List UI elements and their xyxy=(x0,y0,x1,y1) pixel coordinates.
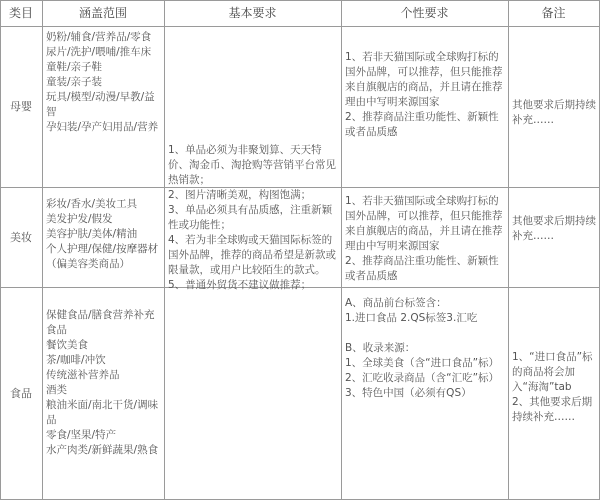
header-category: 类目 xyxy=(8,6,33,20)
personal-requirements-cell: 1、若非天猫国际或全球购打标的国外品牌，可以推荐，但只能推荐来自旗舰店的商品，并且请在推荐理由中写明来源国家 2、推荐商品注重功能性、新颖性或者品质感 xyxy=(345,51,503,138)
scope-cell: 彩妆/香水/美妆工具 美发护发/假发 美容护肤/美体/精油 个人护理/保健/按摩器材（偏美容类商品） xyxy=(46,198,159,270)
personal-requirements-cell: A、商品前台标签含： 1.进口食品 2.QS标签3.汇吃 B、收录来源： 1、全球美食（含“进口食品”标） 2、汇吃收录商品（含“汇吃”标） 3、特色中国（必须有QS） xyxy=(345,297,500,399)
personal-requirements-cell: 1、若非天猫国际或全球购打标的国外品牌，可以推荐，但只能推荐来自旗舰店的商品，并且请在推荐理由中写明来源国家 2、推荐商品注重功能性、新颖性或者品质感 xyxy=(345,195,503,282)
category-cell: 美妆 xyxy=(10,230,32,244)
header-scope: 涵盖范围 xyxy=(78,6,127,20)
header-basic: 基本要求 xyxy=(228,6,277,20)
note-cell: 其他要求后期持续补充…… xyxy=(512,99,596,126)
note-cell: 其他要求后期持续补充…… xyxy=(512,215,596,242)
scope-cell: 奶粉/辅食/营养品/零食 尿片/洗护/喂哺/推车床 童鞋/亲子鞋 童装/亲子装 玩具/模型/动漫/早教/益智 孕妇装/孕产妇用品/营养 xyxy=(46,31,159,133)
header-personal: 个性要求 xyxy=(400,6,449,20)
header-note: 备注 xyxy=(541,6,566,20)
category-cell: 母婴 xyxy=(10,100,32,113)
note-cell: 1、“进口食品”标的商品将会加入“海淘”tab 2、其他要求后期持续补充…… xyxy=(512,351,593,423)
category-cell: 食品 xyxy=(10,386,32,400)
basic-requirements-cell: 1、单品必须为非聚划算、天天特价、淘金币、淘抢购等营销平台常见热销款； 2、图片清晰美观，构图饱满； 3、单品必须具有品质感，注重新颖性或功能性； 4、若为非全球购或天猫国际标签的国外品牌，推荐的商品希望是新款或限量款，或用户比较陌生的款式。 5、普通外贸货不建议做推荐； xyxy=(168,144,336,291)
scope-cell: 保健食品/膳食营养补充食品 餐饮美食 茶/咖啡/冲饮 传统滋补营养品 酒类 粮油米面/南北干货/调味品 零食/坚果/特产 水产肉类/新鲜蔬果/熟食 xyxy=(46,309,159,456)
